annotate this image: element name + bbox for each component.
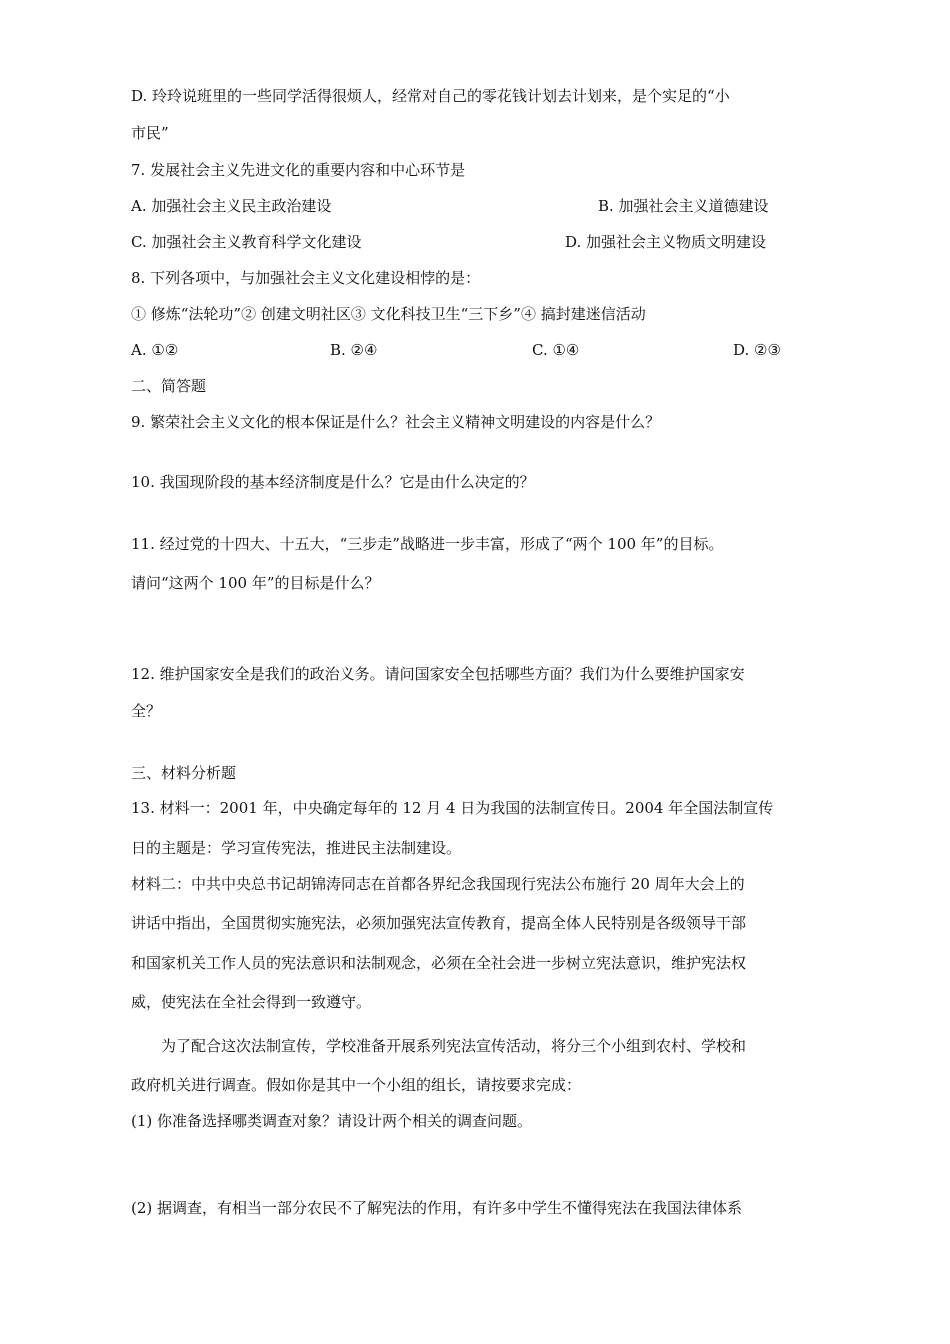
- q8-option-b: B. ②④: [330, 341, 378, 359]
- q7-option-d: D. 加强社会主义物质文明建设: [565, 233, 767, 251]
- q11: 11. 经过党的十四大、十五大，“三步走”战略进一步丰富，形成了“两个 100 年”的目标。: [131, 535, 724, 553]
- q7-option-a: A. 加强社会主义民主政治建设: [131, 197, 332, 215]
- q9: 9. 繁荣社会主义文化的根本保证是什么？社会主义精神文明建设的内容是什么？: [131, 413, 661, 431]
- q10: 10. 我国现阶段的基本经济制度是什么？它是由什么决定的？: [131, 473, 535, 491]
- q13-sub-question-2: (2) 据调查，有相当一部分农民不了解宪法的作用，有许多中学生不懂得宪法在我国法律体系: [131, 1199, 743, 1217]
- q13-material-two-cont-2: 和国家机关工作人员的宪法意识和法制观念，必须在全社会进一步树立宪法意识，维护宪法权: [131, 954, 747, 972]
- q13-material-one: 13. 材料一：2001 年，中央确定每年的 12 月 4 日为我国的法制宣传日。2004 年全国法制宣传: [131, 799, 774, 817]
- q11-cont: 请问“这两个 100 年”的目标是什么？: [131, 574, 380, 592]
- q8-stem: 8. 下列各项中，与加强社会主义文化建设相悖的是：: [131, 269, 481, 287]
- q13-sub-question-1: (1) 你准备选择哪类调查对象？请设计两个相关的调查问题。: [131, 1112, 533, 1130]
- q8-option-c: C. ①④: [532, 341, 580, 359]
- q6-option-d: D. 玲玲说班里的一些同学活得很烦人，经常对自己的零花钱计划去计划来，是个实足的“小: [131, 87, 730, 105]
- q7-stem: 7. 发展社会主义先进文化的重要内容和中心环节是: [131, 161, 466, 179]
- q8-option-d: D. ②③: [733, 341, 781, 359]
- q7-option-c: C. 加强社会主义教育科学文化建设: [131, 233, 362, 251]
- q12-cont: 全？: [131, 702, 162, 720]
- q13-task: 为了配合这次法制宣传，学校准备开展系列宪法宣传活动，将分三个小组到农村、学校和: [161, 1037, 747, 1055]
- q13-task-cont: 政府机关进行调查。假如你是其中一个小组的组长，请按要求完成：: [131, 1076, 582, 1094]
- q6-option-d-cont: 市民”: [131, 124, 169, 142]
- q8-items: ① 修炼“法轮功”② 创建文明社区③ 文化科技卫生“三下乡”④ 搞封建迷信活动: [131, 305, 646, 323]
- q8-option-a: A. ①②: [131, 341, 179, 359]
- q7-option-b: B. 加强社会主义道德建设: [598, 197, 769, 215]
- q13-material-two: 材料二：中共中央总书记胡锦涛同志在首都各界纪念我国现行宪法公布施行 20 周年大会上的: [131, 875, 745, 893]
- section-title-material-analysis: 三、材料分析题: [131, 764, 237, 782]
- section-title-short-answer: 二、简答题: [131, 377, 207, 395]
- q13-material-two-cont-3: 威，使宪法在全社会得到一致遵守。: [131, 993, 372, 1011]
- q12: 12. 维护国家安全是我们的政治义务。请问国家安全包括哪些方面？我们为什么要维护国家安: [131, 665, 745, 683]
- q13-material-one-cont: 日的主题是：学习宣传宪法，推进民主法制建设。: [131, 839, 462, 857]
- q13-material-two-cont-1: 讲话中指出，全国贯彻实施宪法，必须加强宪法宣传教育，提高全体人民特别是各级领导干部: [131, 914, 747, 932]
